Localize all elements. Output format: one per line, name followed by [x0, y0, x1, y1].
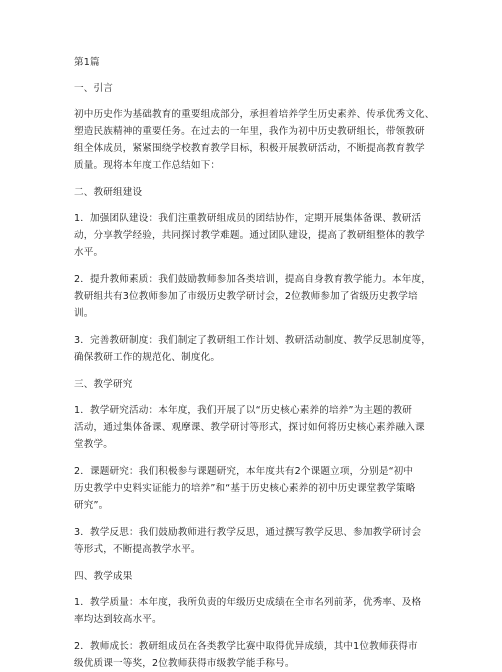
paragraph-line: 质量。现将本年度工作总结如下：: [74, 160, 221, 171]
document-body: [74, 54, 462, 672]
paragraph-line: 确保教研工作的规范化、制度化。: [74, 352, 221, 363]
paragraph-line: 研究”。: [74, 500, 109, 511]
paragraph-line: 2．教师成长：教研组成员在各类教学比赛中取得优异成绩，其中1位教师获得市: [74, 641, 418, 652]
paragraph-line: 1．教学质量：本年度，我所负责的年级历史成绩在全市名列前茅，优秀率、及格: [74, 597, 422, 608]
paragraph-line: 堂教学。: [74, 439, 113, 450]
paragraph-line: 1．教学研究活动：本年度，我们开展了以“历史核心素养的培养”为主题的教研: [74, 405, 413, 416]
paragraph-line: 活动，通过集体备课、观摩课、教学研讨等形式，探讨如何将历史核心素养融入课: [74, 422, 425, 433]
paragraph-line: 教研组共有3位教师参加了市级历史教学研讨会，2位教师参加了省级历史教学培: [74, 291, 418, 302]
paragraph-line: 组全体成员，紧紧围绕学校教育教学目标，积极开展教研活动，不断提高教育教学: [74, 143, 425, 154]
paragraph-line: 历史教学中史料实证能力的培养”和“基于历史核心素养的初中历史课堂教学策略: [74, 483, 416, 494]
paragraph-line: 3．完善教研制度：我们制定了教研组工作计划、教研活动制度、教学反思制度等，: [74, 335, 432, 346]
document-title: 第1篇: [74, 57, 100, 68]
paragraph-line: 塑造民族精神的重要任务。在过去的一年里，我作为初中历史教研组长，带领教研: [74, 126, 425, 137]
paragraph-line: 水平。: [74, 247, 104, 258]
paragraph-line: 级优质课一等奖，2位教师获得市级教学能手称号。: [74, 658, 295, 669]
paragraph-line: 3．教学反思：我们鼓励教师进行教学反思，通过撰写教学反思、参加教学研讨会: [74, 527, 422, 538]
section-heading: 三、教学研究: [74, 379, 133, 390]
paragraph-line: 2．提升教师素质：我们鼓励教师参加各类培训，提高自身教育教学能力。本年度，: [74, 274, 432, 285]
paragraph-line: 2．课题研究：我们积极参与课题研究，本年度共有2个课题立项，分别是“初中: [74, 466, 414, 477]
paragraph-line: 1．加强团队建设：我们注重教研组成员的团结协作，定期开展集体备课、教研活: [74, 213, 422, 224]
paragraph-line: 训。: [74, 308, 94, 319]
section-heading: 四、教学成果: [74, 571, 133, 582]
paragraph-line: 初中历史作为基础教育的重要组成部分，承担着培养学生历史素养、传承优秀文化、: [74, 109, 435, 120]
paragraph-line: 率均达到较高水平。: [74, 614, 162, 625]
paragraph-line: 动，分享教学经验，共同探讨教学难题。通过团队建设，提高了教研组整体的教学: [74, 230, 425, 241]
paragraph-line: 等形式，不断提高教学水平。: [74, 544, 201, 555]
section-heading: 一、引言: [74, 83, 113, 94]
section-heading: 二、教研组建设: [74, 187, 143, 198]
